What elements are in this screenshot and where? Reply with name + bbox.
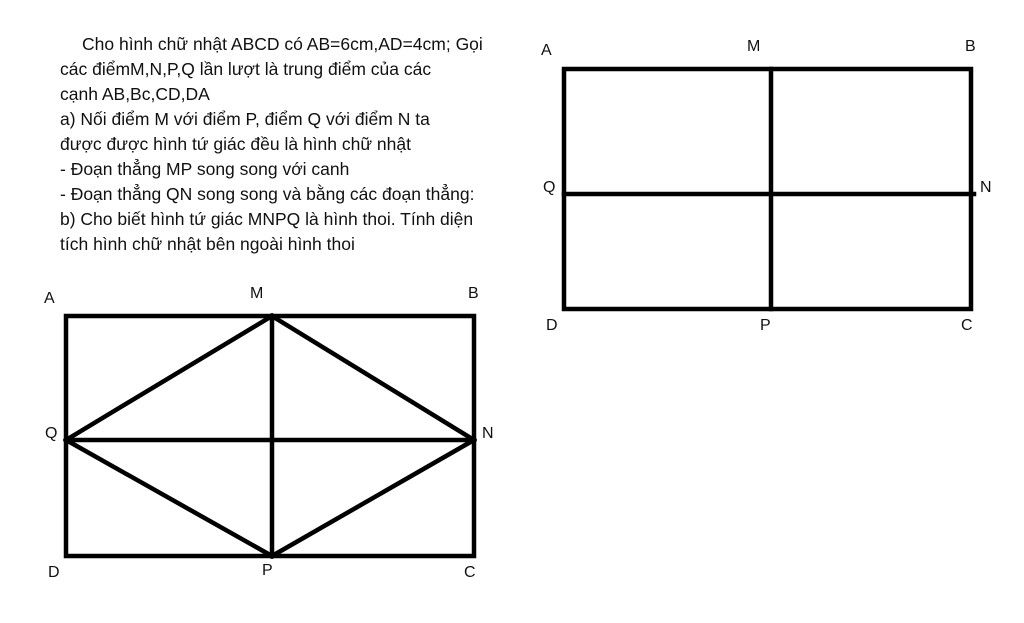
label-b-right: B: [965, 38, 976, 55]
problem-line: được được hình tứ giác đều là hình chữ nhật: [60, 134, 411, 154]
label-m: M: [250, 285, 264, 302]
label-c: C: [464, 564, 476, 581]
segment-np: [272, 440, 474, 556]
problem-line: cạnh AB,Bc,CD,DA: [60, 84, 210, 104]
label-m-right: M: [747, 38, 761, 55]
label-d-right: D: [546, 317, 558, 334]
segment-qm: [66, 316, 272, 440]
label-n-right: N: [980, 179, 992, 196]
problem-line: các điểmM,N,P,Q lần lượt là trung điểm của các: [60, 59, 432, 79]
label-p: P: [262, 562, 273, 579]
label-q: Q: [45, 425, 58, 442]
figure-rhombus: [66, 316, 474, 556]
label-q-right: Q: [543, 179, 556, 196]
problem-line: b) Cho biết hình tứ giác MNPQ là hình thoi. Tính diện: [60, 209, 474, 229]
problem-line: - Đoạn thẳng MP song song với canh: [60, 159, 350, 179]
label-n: N: [482, 425, 494, 442]
segment-pq: [66, 440, 272, 556]
problem-line: a) Nối điểm M với điểm P, điểm Q với điểm N ta: [60, 109, 430, 129]
rectangle-abcd-right: [564, 69, 971, 309]
label-c-right: C: [961, 317, 973, 334]
segment-mn: [272, 316, 474, 440]
problem-line: Cho hình chữ nhật ABCD có AB=6cm,AD=4cm; Gọi: [82, 34, 483, 54]
label-b: B: [468, 285, 479, 302]
figure-rectangle: [564, 69, 974, 309]
label-a: A: [44, 290, 55, 307]
label-a-right: A: [541, 42, 552, 59]
figure-rectangle-labels: [541, 38, 992, 334]
label-p-right: P: [760, 317, 771, 334]
problem-line: tích hình chữ nhật bên ngoài hình thoi: [60, 234, 355, 254]
figure-rhombus-labels: [44, 285, 494, 581]
problem-line: - Đoạn thẳng QN song song và bằng các đoạn thẳng:: [60, 184, 475, 204]
label-d: D: [48, 564, 60, 581]
